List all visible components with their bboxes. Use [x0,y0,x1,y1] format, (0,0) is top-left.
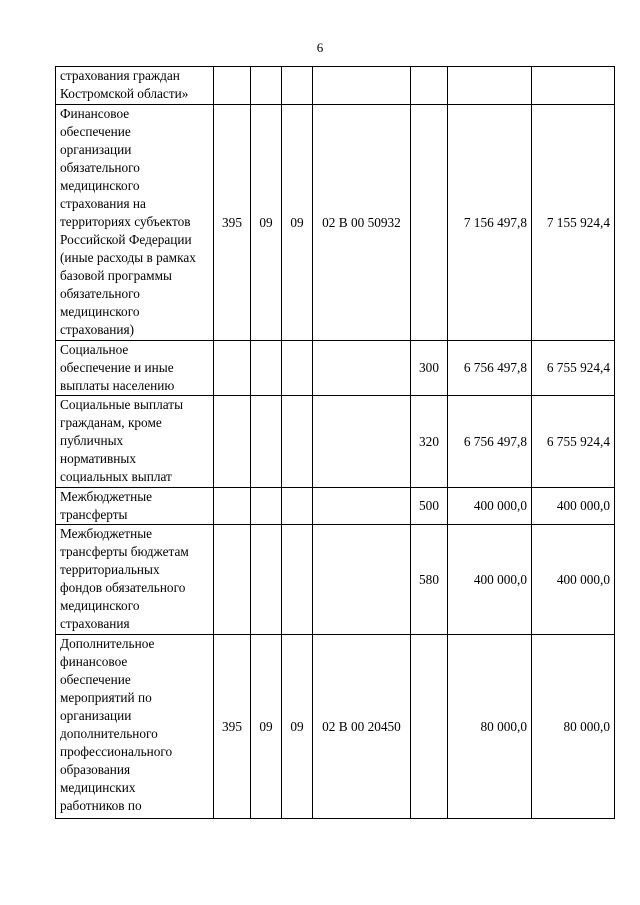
name-line: страхования на [60,196,146,211]
cell-gov-code [214,396,251,488]
name-line: медицинских [60,780,136,795]
name-line: организации [60,708,132,723]
name-line: обеспечение [60,124,131,139]
cell-amount-1: 6 756 497,8 [448,396,532,488]
cell-name [56,525,214,635]
cell-amount-2: 400 000,0 [532,488,615,525]
cell-subsection [282,488,313,525]
cell-amount-1 [448,67,532,105]
name-line: Костромской области» [60,86,189,101]
table-row [56,635,615,819]
name-line: Межбюджетные [60,489,153,504]
budget-table [55,66,615,819]
cell-target-code [313,67,411,105]
name-line: страхования [60,616,130,631]
cell-subsection [282,341,313,396]
cell-amount-2: 7 155 924,4 [532,105,615,341]
cell-expense-type: 580 [411,525,448,635]
cell-section [251,396,282,488]
name-line: страхования) [60,322,134,337]
cell-amount-2 [532,67,615,105]
cell-gov-code [214,341,251,396]
cell-section [251,488,282,525]
cell-name [56,396,214,488]
name-line: обязательного [60,286,140,301]
cell-gov-code [214,525,251,635]
name-line: публичных [60,433,124,448]
name-line: трансферты [60,507,128,522]
table-row [56,396,615,488]
cell-section [251,67,282,105]
name-line: страхования граждан [60,68,180,83]
cell-expense-type: 500 [411,488,448,525]
name-line: дополнительного [60,726,158,741]
name-line: гражданам, кроме [60,415,162,430]
name-line: организации [60,142,132,157]
name-line: трансферты бюджетам [60,544,189,559]
name-line: обеспечение [60,672,131,687]
cell-subsection [282,396,313,488]
name-line: медицинского [60,598,140,613]
cell-subsection: 09 [282,635,313,819]
name-line: Российской Федерации [60,232,192,247]
cell-amount-1: 400 000,0 [448,488,532,525]
cell-target-code [313,396,411,488]
name-line: обязательного [60,160,140,175]
cell-gov-code: 395 [214,105,251,341]
name-line: финансовое [60,654,128,669]
name-line: Социальное [60,342,129,357]
name-line: социальных выплат [60,469,172,484]
cell-section: 09 [251,105,282,341]
cell-gov-code: 395 [214,635,251,819]
cell-amount-1: 80 000,0 [448,635,532,819]
cell-target-code: 02 В 00 50932 [313,105,411,341]
name-line: выплаты населению [60,378,175,393]
name-line: Социальные выплаты [60,397,184,412]
cell-name [56,341,214,396]
table-row [56,341,615,396]
cell-subsection: 09 [282,105,313,341]
cell-target-code: 02 В 00 20450 [313,635,411,819]
cell-subsection [282,525,313,635]
cell-expense-type [411,105,448,341]
name-line: образования [60,762,131,777]
cell-expense-type: 300 [411,341,448,396]
name-line: мероприятий по [60,690,152,705]
cell-section: 09 [251,635,282,819]
cell-amount-2: 400 000,0 [532,525,615,635]
cell-amount-1: 400 000,0 [448,525,532,635]
cell-name [56,105,214,341]
cell-target-code [313,525,411,635]
page-number: 6 [316,40,324,55]
name-line: профессионального [60,744,173,759]
name-line: медицинского [60,178,140,193]
cell-target-code [313,488,411,525]
cell-amount-2: 80 000,0 [532,635,615,819]
cell-target-code [313,341,411,396]
cell-gov-code [214,488,251,525]
cell-expense-type [411,635,448,819]
table-row [56,105,615,341]
cell-expense-type: 320 [411,396,448,488]
name-line: Дополнительное [60,636,155,651]
name-line: Финансовое [60,106,130,121]
cell-name [56,488,214,525]
cell-amount-1: 6 756 497,8 [448,341,532,396]
cell-amount-1: 7 156 497,8 [448,105,532,341]
cell-name [56,635,214,819]
name-line: Межбюджетные [60,526,153,541]
name-line: базовой программы [60,268,172,283]
cell-gov-code [214,67,251,105]
cell-subsection [282,67,313,105]
name-line: территориальных [60,562,160,577]
cell-section [251,525,282,635]
cell-expense-type [411,67,448,105]
table-row [56,488,615,525]
table-row [56,67,615,105]
name-line: обеспечение и иные [60,360,174,375]
name-line: нормативных [60,451,136,466]
name-line: (иные расходы в рамках [60,250,196,265]
cell-amount-2: 6 755 924,4 [532,396,615,488]
name-line: работников по [60,798,142,813]
cell-amount-2: 6 755 924,4 [532,341,615,396]
table-row [56,525,615,635]
budget-table-body [56,67,615,819]
cell-name [56,67,214,105]
name-line: территориях субъектов [60,214,191,229]
name-line: фондов обязательного [60,580,186,595]
cell-section [251,341,282,396]
name-line: медицинского [60,304,140,319]
